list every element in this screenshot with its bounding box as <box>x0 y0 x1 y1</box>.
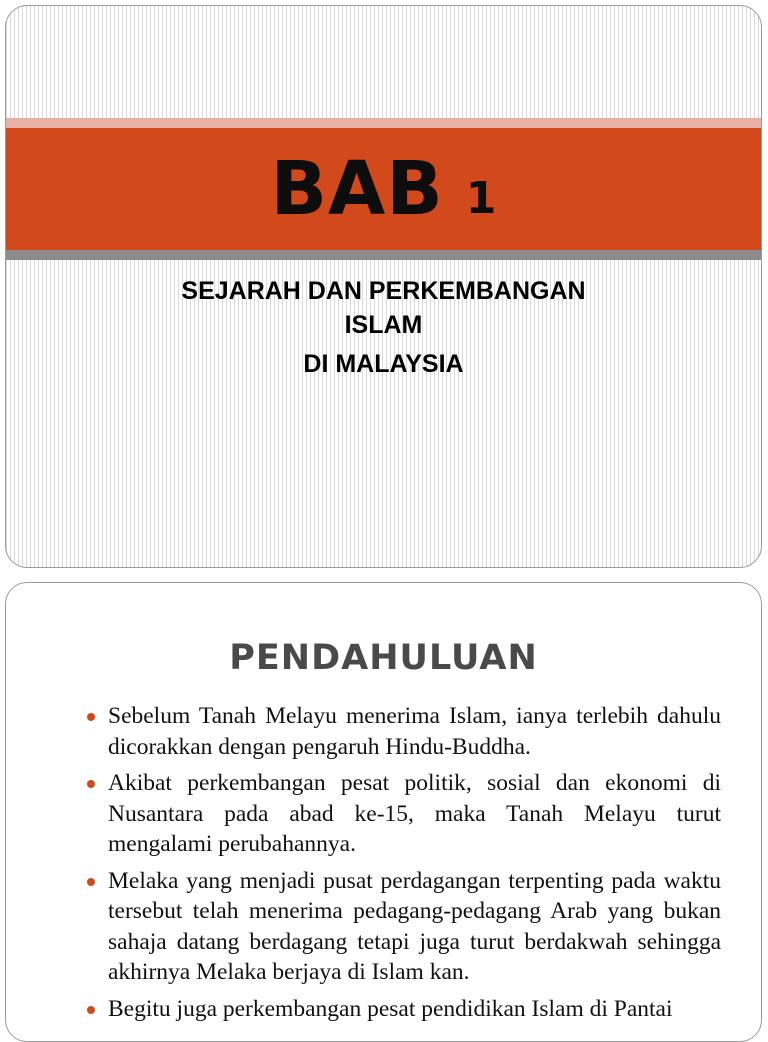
subtitle-line-3: DI MALAYSIA <box>303 350 464 378</box>
bullet-item-3: Melaka yang menjadi pusat perdagangan terpenting pada waktu tersebut telah menerima pedagang-pedagang Arab yang bukan sahaja datang berdagang tetapi juga turut berdakwah sehingga akhirnya Melaka berjaya di Islam kan. <box>78 866 721 988</box>
title-number: 1 <box>465 172 497 224</box>
title-band-bottom <box>6 250 761 260</box>
bullet-item-2: Akibat perkembangan pesat politik, sosial dan ekonomi di Nusantara pada abad ke-15, maka Tanah Melayu turut mengalami perubahannya. <box>78 768 721 860</box>
title-main: BAB <box>270 146 444 232</box>
slide-subtitle <box>6 274 761 381</box>
subtitle-line-2: ISLAM <box>344 311 423 339</box>
bullet-item-1: Sebelum Tanah Melayu menerima Islam, ianya terlebih dahulu dicorakkan dengan pengaruh Hindu-Buddha. <box>78 701 721 762</box>
title-band-top <box>6 118 761 128</box>
content-slide <box>5 582 762 1042</box>
bullet-list <box>78 701 721 1030</box>
slide-title <box>6 128 761 250</box>
slide-heading: PENDAHULUAN <box>229 638 538 678</box>
subtitle-line-1: SEJARAH DAN PERKEMBANGAN <box>181 277 586 305</box>
title-slide <box>5 5 762 568</box>
bullet-item-4: Begitu juga perkembangan pesat pendidikan Islam di Pantai <box>78 994 721 1025</box>
